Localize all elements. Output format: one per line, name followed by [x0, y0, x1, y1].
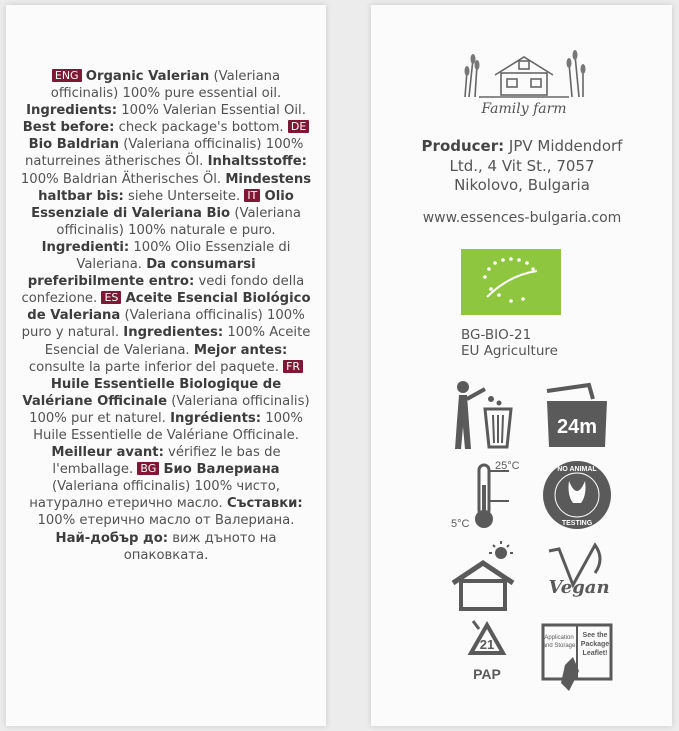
best-before-label-de: Mindestens haltbar bis: [38, 171, 312, 204]
website-url: www.essences-bulgaria.com [422, 210, 622, 226]
leaflet-left-2: and Storage [542, 643, 576, 649]
latin-de: (Valeriana officinalis) 100% naturreines ätherisches Öl. [25, 137, 304, 170]
ingredients-label-fr: Ingrédients: [170, 410, 261, 426]
product-name-fr: Huile Essentielle Biologique de Valériane Officinale [22, 376, 282, 409]
eu-organic-leaf-logo [461, 249, 561, 315]
family-farm-logo [459, 35, 589, 125]
ingredients-it: 100% Olio Essenziale di Valeriana. [76, 239, 291, 273]
product-name-bg: Био Валериана [163, 462, 280, 478]
leaflet-right-2: Package [580, 641, 610, 648]
lang-tag-eng: ENG [52, 69, 82, 82]
best-before-it: vedi fondo della confezione. [21, 274, 305, 307]
product-name-it: Olio Essenziale di Valeriana Bio [31, 188, 294, 221]
temp-max-label: 25°C [495, 460, 520, 472]
producer-line2: Ltd., 4 Vit St., 7057 [449, 156, 595, 175]
best-before-fr: vérifiez le bas de l'emballage. [52, 445, 281, 478]
pao-label: 24m [556, 416, 598, 438]
best-before-bg: виж дъното на опаковката. [123, 530, 277, 563]
multilingual-label-text [20, 68, 312, 564]
latin-eng: (Valeriana officinalis) 100% pure essential oil. [50, 69, 282, 102]
best-before-label-it: Da consumarsi preferibilmente entro: [27, 257, 256, 290]
family-farm-label: Family farm [481, 101, 567, 117]
producer-address [391, 137, 653, 196]
ingredients-es: 100% Aceite Esencial de Valeriana. [44, 325, 311, 358]
recycle-icon [449, 619, 525, 695]
best-before-es: consulte la parte inferior del paquete. [28, 359, 279, 375]
pao-jar-icon [539, 377, 615, 453]
latin-fr: (Valeriana officinalis) 100% pur et naturel. [29, 393, 310, 426]
ingredients-de: 100% Baldrian Ätherisches Öl. [20, 171, 222, 187]
eu-organic-code [461, 327, 558, 359]
left-box-panel [6, 5, 326, 726]
right-box-panel [371, 5, 672, 726]
eu-code-line: BG-BIO-21 [461, 327, 532, 343]
producer-line1: JPV Middendorf [508, 137, 623, 155]
producer-label: Producer: [421, 137, 505, 155]
ingredients-label-bg: Съставки: [226, 496, 303, 512]
ingredients-eng: 100% Valerian Essential Oil. [121, 103, 306, 119]
best-before-eng: check package's bottom. [118, 120, 284, 136]
lang-tag-es: ES [101, 291, 121, 304]
tidyman-icon [449, 377, 525, 453]
ingredients-label-es: Ingredientes: [123, 325, 224, 341]
best-before-label-eng: Best before: [22, 120, 115, 136]
lang-tag-bg: BG [137, 462, 159, 475]
lang-tag-de: DE [288, 120, 309, 133]
ingredients-label-it: Ingredienti: [41, 239, 130, 255]
best-before-de: siehe Unterseite. [128, 188, 241, 204]
product-name-de: Bio Baldrian [28, 137, 120, 153]
latin-it: (Valeriana officinalis) 100% naturale e puro. [56, 205, 301, 238]
ingredients-bg: 100% етерично масло от Валериана. [37, 513, 295, 529]
product-name-eng: Organic Valerian [85, 69, 210, 84]
ingredients-fr: 100% Huile Essentielle de Valériane Officinale. [33, 410, 303, 443]
recycle-code-label: PAP [473, 666, 501, 682]
store-in-shade-icon [449, 539, 525, 615]
lang-tag-it: IT [244, 189, 260, 202]
leaflet-right-1: See the [582, 632, 608, 639]
best-before-label-bg: Най-добър до: [55, 530, 169, 546]
no-animal-top-label: NO ANIMAL [557, 466, 597, 473]
leaflet-left-1: Application [544, 635, 574, 641]
thermometer-icon [449, 457, 525, 533]
eu-origin-line: EU Agriculture [461, 343, 558, 359]
ingredients-label-eng: Ingredients: [26, 103, 117, 119]
no-animal-testing-icon [539, 457, 615, 533]
no-animal-bottom-label: TESTING [561, 520, 593, 527]
leaflet-right-3: Leaflet! [582, 650, 608, 657]
producer-line3: Nikolovo, Bulgaria [454, 176, 590, 194]
leaflet-icon [539, 619, 615, 695]
vegan-icon [539, 539, 615, 615]
ingredients-label-de: Inhaltsstoffe: [207, 154, 307, 170]
temp-min-label: 5°C [451, 518, 470, 530]
latin-bg: (Valeriana officinalis) 100% чисто, натурално етерично масло. [29, 479, 280, 512]
farm-house-icon [459, 35, 589, 101]
latin-es: (Valeriana officinalis) 100% puro y natural. [21, 308, 305, 341]
best-before-label-fr: Meilleur avant: [51, 445, 164, 461]
recycle-number-label: 21 [479, 637, 495, 652]
eu-leaf-icon [461, 249, 561, 315]
product-name-es: Aceite Esencial Biológico de Valeriana [27, 291, 311, 324]
vegan-label: Vegan [548, 577, 610, 598]
best-before-label-es: Mejor antes: [193, 342, 288, 358]
lang-tag-fr: FR [283, 360, 303, 373]
